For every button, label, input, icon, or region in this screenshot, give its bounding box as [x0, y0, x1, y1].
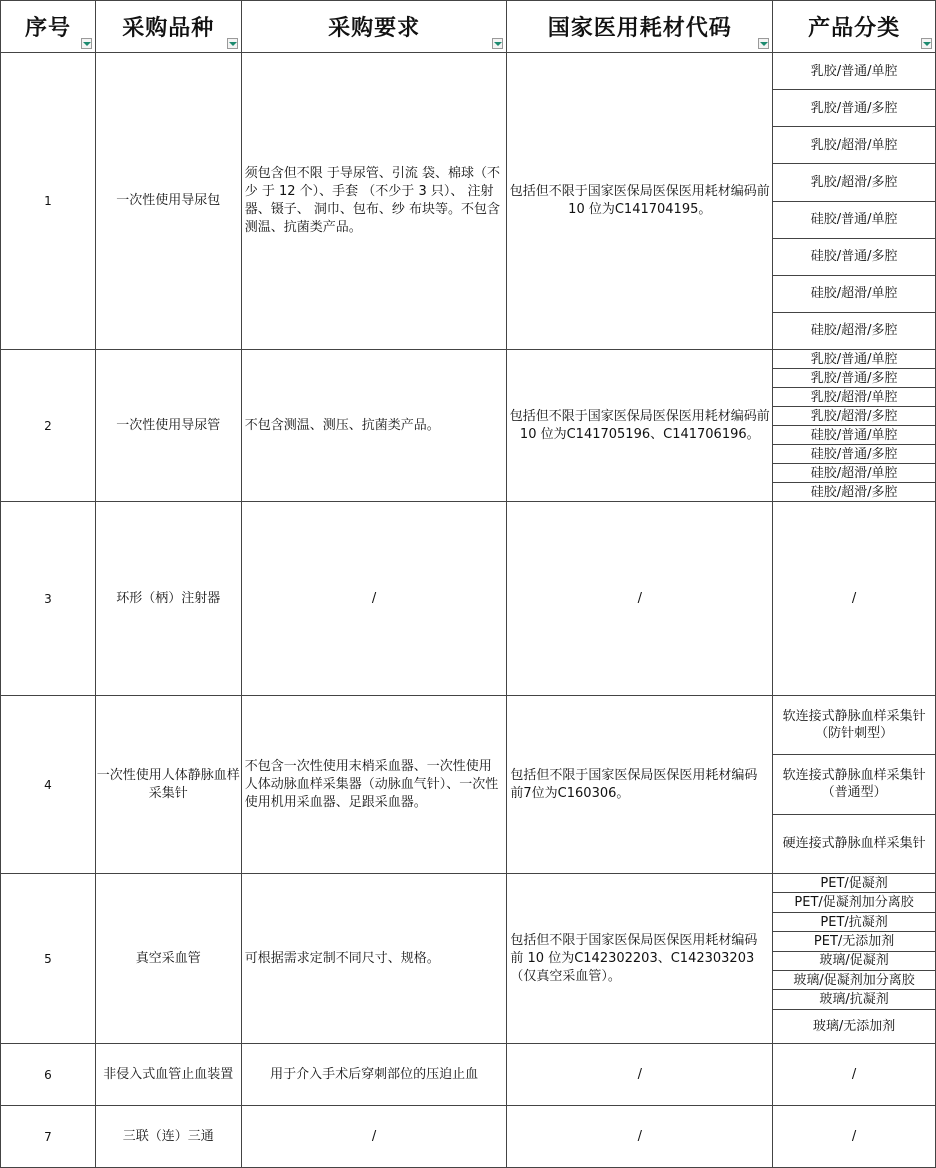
- category-item[interactable]: 硅胶/超滑/多腔: [773, 312, 935, 349]
- category-cell: [773, 53, 936, 350]
- item-cell[interactable]: 一次性使用导尿包: [95, 53, 241, 350]
- item-cell[interactable]: 真空采血管: [95, 874, 241, 1044]
- category-cell[interactable]: /: [773, 502, 936, 696]
- requirement-cell[interactable]: /: [241, 1106, 507, 1168]
- category-item[interactable]: PET/促凝剂: [820, 875, 888, 891]
- header-code: 国家医用耗材代码: [507, 1, 773, 53]
- item-cell[interactable]: 一次性使用人体静脉血样采集针: [95, 696, 241, 874]
- category-item[interactable]: PET/无添加剂: [773, 931, 935, 950]
- code-cell[interactable]: 包括但不限于国家医保局医保医用耗材编码前 10 位为C141705196、C141706196。: [507, 350, 773, 502]
- item-cell[interactable]: 三联（连）三通: [95, 1106, 241, 1168]
- category-item[interactable]: 乳胶/超滑/多腔: [773, 406, 935, 425]
- category-item[interactable]: 乳胶/超滑/单腔: [773, 126, 935, 163]
- category-item[interactable]: 乳胶/普通/单腔: [810, 351, 898, 367]
- code-cell[interactable]: 包括但不限于国家医保局医保医用耗材编码前 10 位为C141704195。: [507, 53, 773, 350]
- category-item[interactable]: 玻璃/促凝剂加分离胶: [773, 970, 935, 989]
- code-cell[interactable]: /: [507, 1044, 773, 1106]
- header-item: 采购品种: [95, 1, 241, 53]
- item-cell[interactable]: 环形（柄）注射器: [95, 502, 241, 696]
- category-item[interactable]: 玻璃/抗凝剂: [773, 989, 935, 1008]
- category-item[interactable]: PET/抗凝剂: [773, 912, 935, 931]
- category-cell: [773, 350, 936, 502]
- header-category: 产品分类: [773, 1, 936, 53]
- header-row: [1, 1, 936, 53]
- seq-cell[interactable]: 3: [1, 502, 96, 696]
- header-requirement: 采购要求: [241, 1, 507, 53]
- filter-dropdown-icon[interactable]: [758, 38, 769, 49]
- requirement-cell[interactable]: 可根据需求定制不同尺寸、规格。: [241, 874, 507, 1044]
- table-row: [1, 1106, 936, 1168]
- category-cell[interactable]: /: [773, 1044, 936, 1106]
- requirement-cell[interactable]: 不包含测温、测压、抗菌类产品。: [241, 350, 507, 502]
- category-item[interactable]: PET/促凝剂加分离胶: [773, 892, 935, 911]
- seq-cell[interactable]: 5: [1, 874, 96, 1044]
- requirement-cell[interactable]: 不包含一次性使用末梢采血器、一次性使用人体动脉血样采集器（动脉血气针）、一次性使用机用采血器、足跟采血器。: [241, 696, 507, 874]
- code-cell[interactable]: /: [507, 1106, 773, 1168]
- category-cell: [773, 696, 936, 874]
- category-item[interactable]: 软连接式静脉血样采集针（普通型）: [773, 754, 935, 813]
- category-item[interactable]: 硅胶/超滑/单腔: [773, 463, 935, 482]
- code-cell[interactable]: 包括但不限于国家医保局医保医用耗材编码前 10 位为C142302203、C142303203（仅真空采血管）。: [507, 874, 773, 1044]
- seq-cell[interactable]: 4: [1, 696, 96, 874]
- category-item[interactable]: 硅胶/超滑/多腔: [773, 482, 935, 501]
- category-item[interactable]: 乳胶/超滑/多腔: [773, 163, 935, 200]
- seq-cell[interactable]: 7: [1, 1106, 96, 1168]
- category-item[interactable]: 硅胶/普通/单腔: [773, 425, 935, 444]
- table-row: [1, 502, 936, 696]
- table-row: [1, 53, 936, 350]
- category-item[interactable]: 硅胶/超滑/单腔: [773, 275, 935, 312]
- seq-cell[interactable]: 1: [1, 53, 96, 350]
- item-cell[interactable]: 非侵入式血管止血装置: [95, 1044, 241, 1106]
- table-row: [1, 1044, 936, 1106]
- seq-cell[interactable]: 2: [1, 350, 96, 502]
- category-item[interactable]: 玻璃/促凝剂: [773, 951, 935, 970]
- category-item[interactable]: 硅胶/普通/多腔: [773, 238, 935, 275]
- code-cell[interactable]: 包括但不限于国家医保局医保医用耗材编码前7位为C160306。: [507, 696, 773, 874]
- category-item[interactable]: 硬连接式静脉血样采集针: [773, 814, 935, 873]
- requirement-cell[interactable]: 用于介入手术后穿刺部位的压迫止血: [241, 1044, 507, 1106]
- requirement-cell[interactable]: 须包含但不限 于导尿管、引流 袋、棉球（不少 于 12 个）、手套 （不少于 3 只）、 注射器、镊子、 洞巾、包布、纱 布块等。不包含测温、抗菌类产品。: [241, 53, 507, 350]
- category-item[interactable]: 乳胶/超滑/单腔: [773, 387, 935, 406]
- category-item[interactable]: 硅胶/普通/多腔: [773, 444, 935, 463]
- category-item[interactable]: 硅胶/普通/单腔: [773, 201, 935, 238]
- table-row: [1, 696, 936, 874]
- header-seq: 序号: [1, 1, 96, 53]
- code-cell[interactable]: /: [507, 502, 773, 696]
- filter-dropdown-icon[interactable]: [81, 38, 92, 49]
- category-item[interactable]: 乳胶/普通/多腔: [773, 89, 935, 126]
- seq-cell[interactable]: 6: [1, 1044, 96, 1106]
- item-cell[interactable]: 一次性使用导尿管: [95, 350, 241, 502]
- filter-dropdown-icon[interactable]: [921, 38, 932, 49]
- requirement-cell[interactable]: /: [241, 502, 507, 696]
- category-cell: [773, 874, 936, 1044]
- table-row: [1, 874, 936, 1044]
- filter-dropdown-icon[interactable]: [227, 38, 238, 49]
- category-cell[interactable]: /: [773, 1106, 936, 1168]
- filter-dropdown-icon[interactable]: [492, 38, 503, 49]
- category-item[interactable]: 乳胶/普通/多腔: [773, 368, 935, 387]
- category-item[interactable]: 软连接式静脉血样采集针（防针刺型）: [782, 709, 926, 742]
- table-row: [1, 350, 936, 502]
- category-item[interactable]: 玻璃/无添加剂: [773, 1009, 935, 1043]
- category-item[interactable]: 乳胶/普通/单腔: [810, 63, 898, 79]
